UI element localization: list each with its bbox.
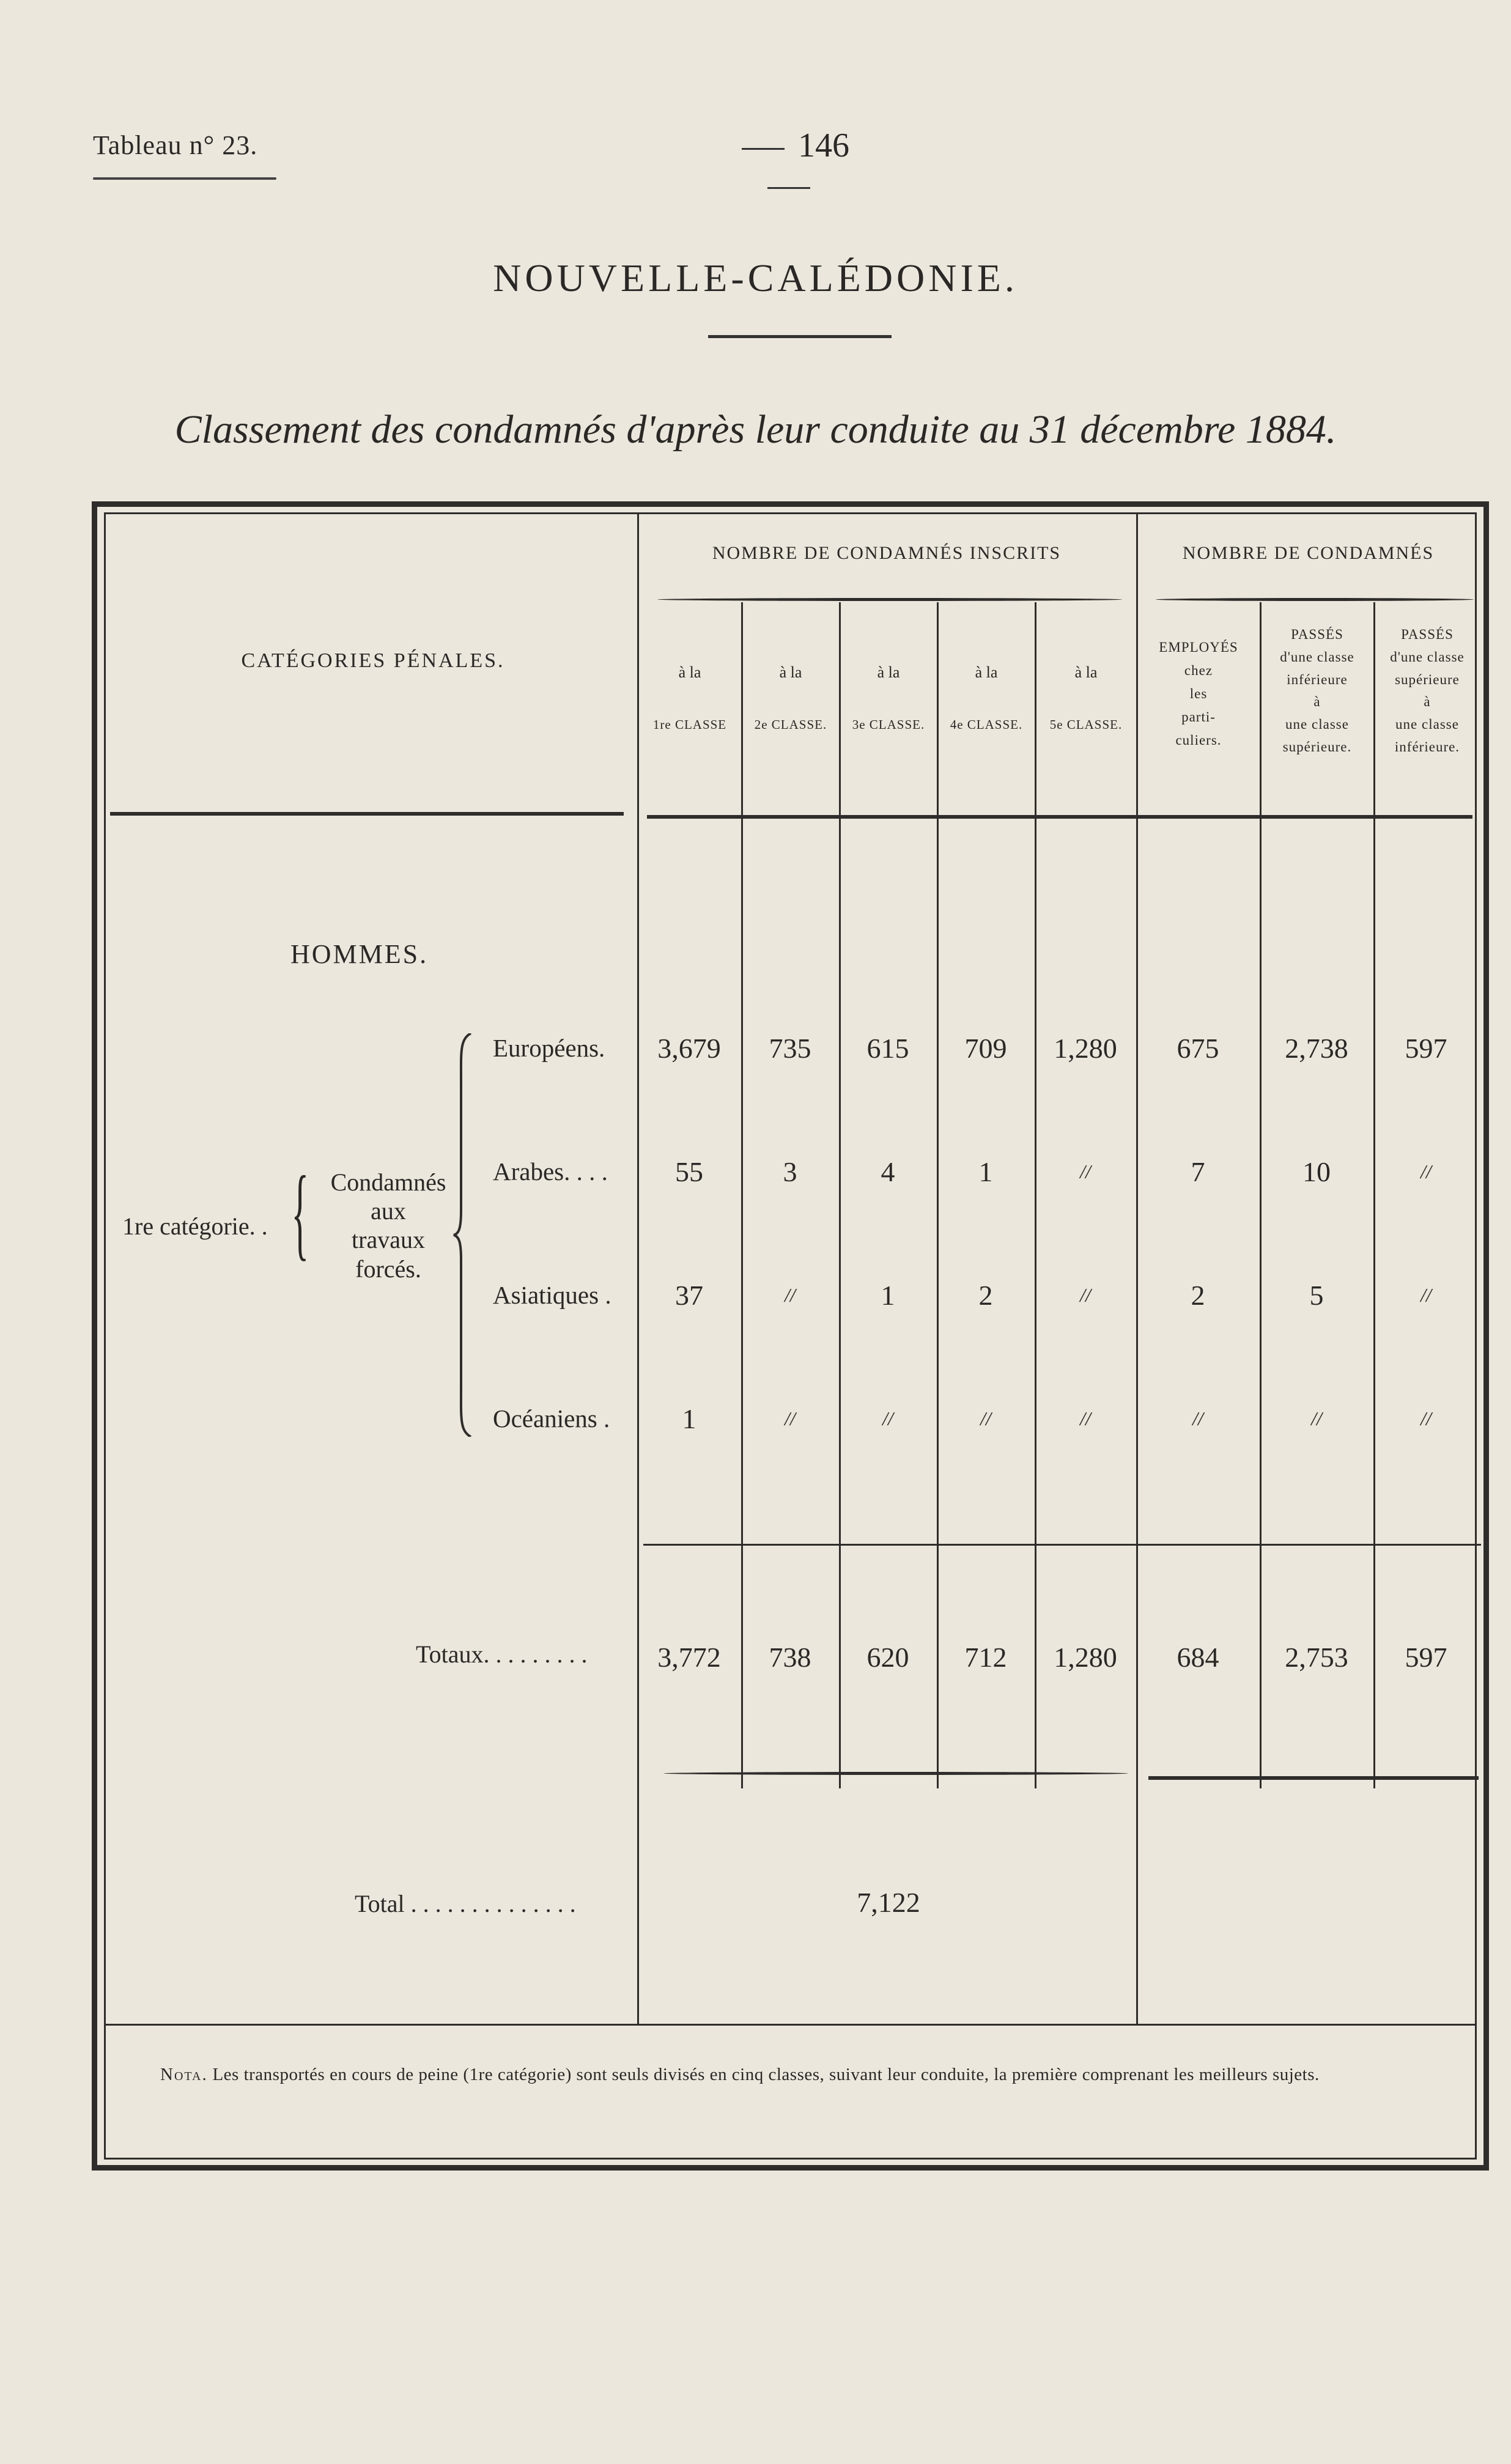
col-divider xyxy=(637,514,639,2024)
section-label: HOMMES. xyxy=(290,939,429,969)
totaux-cell: 3,772 xyxy=(657,1642,721,1673)
table-cell: 37 xyxy=(675,1280,703,1311)
passes-inf-header xyxy=(1375,624,1479,759)
class-prefix: à la xyxy=(877,663,900,681)
header-line: inférieure xyxy=(1287,671,1348,687)
totaux-label: Totaux. . . . . . . . . xyxy=(416,1640,588,1668)
class-label: 2e CLASSE. xyxy=(754,717,827,732)
col-divider xyxy=(741,602,743,1788)
table-cell: // xyxy=(1080,1160,1091,1182)
table-cell: // xyxy=(882,1407,893,1429)
class-prefix: à la xyxy=(678,663,701,681)
class-2-header xyxy=(743,657,838,737)
table-cell: 10 xyxy=(1302,1156,1331,1187)
table-cell: // xyxy=(1080,1407,1091,1429)
table-cell: 1,280 xyxy=(1054,1033,1117,1064)
table-cell: 1 xyxy=(682,1403,696,1434)
note-text: Les transportés en cours de peine (1re catégorie) sont seuls divisés en cinq classes, suivant leur conduite, la première comprenant les meilleurs sujets. xyxy=(212,2065,1320,2084)
category-header: CATÉGORIES PÉNALES. xyxy=(241,649,505,672)
col-divider xyxy=(937,602,939,1788)
brace-subcategory xyxy=(453,1033,477,1437)
subcategory-line: travaux xyxy=(352,1226,425,1254)
table-reference: Tableau n° 23. xyxy=(93,130,258,160)
class-label: 4e CLASSE. xyxy=(950,717,1023,732)
note-rule xyxy=(105,2024,1476,2026)
note-label: Nota. xyxy=(160,2065,208,2084)
group-bracket xyxy=(657,598,1122,601)
col-divider xyxy=(1035,602,1036,1788)
totaux-cell: 738 xyxy=(769,1642,811,1673)
footnote xyxy=(160,2062,1463,2089)
totaux-cell: 597 xyxy=(1405,1642,1447,1673)
totaux-cell: 712 xyxy=(964,1642,1007,1673)
employes-header xyxy=(1139,636,1258,752)
category-label: 1re catégorie. . xyxy=(122,1212,268,1240)
table-cell: 1 xyxy=(881,1280,895,1311)
table-cell: // xyxy=(1420,1160,1432,1182)
page-title: NOUVELLE-CALÉDONIE. xyxy=(493,256,1018,300)
totals-bracket xyxy=(663,1772,1128,1775)
header-rule xyxy=(110,812,624,816)
table-cell: 2 xyxy=(1191,1280,1205,1311)
class-1-header xyxy=(639,657,741,737)
totaux-cell: 684 xyxy=(1177,1642,1219,1673)
title-rule xyxy=(708,335,892,338)
header-line: d'une classe xyxy=(1280,649,1354,665)
row-label: Européens. xyxy=(493,1034,605,1062)
col-divider xyxy=(1136,514,1138,2024)
subcategory-line: aux xyxy=(371,1197,406,1225)
class-prefix: à la xyxy=(779,663,802,681)
table-cell: // xyxy=(1192,1407,1203,1429)
table-cell: 7 xyxy=(1191,1156,1205,1187)
table-cell: // xyxy=(785,1407,796,1429)
totaux-cell: 2,753 xyxy=(1285,1642,1348,1673)
table-cell: 3,679 xyxy=(657,1033,721,1064)
row-label: Océaniens . xyxy=(493,1404,610,1433)
class-label: 1re CLASSE xyxy=(652,717,727,732)
table-cell: // xyxy=(1080,1284,1091,1306)
header-line: PASSÉS xyxy=(1401,627,1454,642)
header-line: chez xyxy=(1184,662,1213,678)
header-line: supérieure xyxy=(1395,671,1460,687)
header-line: les xyxy=(1189,685,1208,701)
table-cell: // xyxy=(1420,1407,1432,1429)
brace-category: { xyxy=(291,1155,309,1270)
table-cell: 1 xyxy=(978,1156,993,1187)
page-subtitle: Classement des condamnés d'après leur conduite au 31 décembre 1884. xyxy=(174,407,1337,452)
subcategory-line: Condamnés xyxy=(330,1168,446,1196)
subcategory-label xyxy=(315,1168,462,1283)
table-cell: 4 xyxy=(881,1156,895,1187)
total-value: 7,122 xyxy=(857,1887,920,1918)
class-5-header xyxy=(1036,657,1136,737)
passes-sup-header xyxy=(1261,624,1373,759)
class-label: 5e CLASSE. xyxy=(1049,717,1123,732)
table-cell: 2 xyxy=(978,1280,993,1311)
table-cell: 735 xyxy=(769,1033,811,1064)
class-4-header xyxy=(939,657,1034,737)
table-cell: // xyxy=(980,1407,991,1429)
header-line: supérieure. xyxy=(1282,739,1352,754)
table-cell: 675 xyxy=(1177,1033,1219,1064)
table-cell: // xyxy=(785,1284,796,1306)
table-cell: // xyxy=(1311,1407,1322,1429)
header-line: inférieure. xyxy=(1394,739,1460,754)
table-cell: 2,738 xyxy=(1285,1033,1348,1064)
page-number: 146 xyxy=(697,126,881,204)
table-cell: 55 xyxy=(675,1156,703,1187)
class-3-header xyxy=(841,657,936,737)
header-line: culiers. xyxy=(1175,732,1222,748)
subcategory-line: forcés. xyxy=(355,1255,421,1283)
table-cell: 5 xyxy=(1309,1280,1324,1311)
table-cell: 709 xyxy=(964,1033,1007,1064)
header-line: une classe xyxy=(1395,717,1459,732)
header-line: parti- xyxy=(1181,709,1216,725)
col-divider xyxy=(1260,602,1262,1788)
header-line: à xyxy=(1313,694,1321,710)
group-bracket xyxy=(1156,598,1474,601)
totals-rule xyxy=(643,1544,1481,1546)
totaux-cell: 1,280 xyxy=(1054,1642,1117,1673)
header-rule xyxy=(647,815,1472,819)
table-cell: // xyxy=(1420,1284,1432,1306)
totals-bracket-right xyxy=(1148,1776,1479,1780)
total-label: Total . . . . . . . . . . . . . . xyxy=(355,1890,576,1917)
table-cell: 615 xyxy=(866,1033,909,1064)
header-line: à xyxy=(1424,694,1431,710)
header-line: d'une classe xyxy=(1390,649,1465,665)
header-line: une classe xyxy=(1285,717,1349,732)
row-label: Arabes. . . . xyxy=(493,1157,608,1186)
header-rule xyxy=(93,177,276,180)
class-prefix: à la xyxy=(975,663,998,681)
group-header-condamnes: NOMBRE DE CONDAMNÉS xyxy=(1182,543,1435,563)
totaux-cell: 620 xyxy=(866,1642,909,1673)
table-cell: 597 xyxy=(1405,1033,1447,1064)
col-divider xyxy=(1373,602,1375,1788)
group-header-inscrits: NOMBRE DE CONDAMNÉS INSCRITS xyxy=(712,543,1062,563)
table-cell: 3 xyxy=(783,1156,797,1187)
col-divider xyxy=(839,602,841,1788)
class-label: 3e CLASSE. xyxy=(852,717,925,732)
header-line: EMPLOYÉS xyxy=(1159,640,1238,655)
row-label: Asiatiques . xyxy=(493,1281,611,1309)
class-prefix: à la xyxy=(1074,663,1098,681)
header-line: PASSÉS xyxy=(1291,627,1343,642)
